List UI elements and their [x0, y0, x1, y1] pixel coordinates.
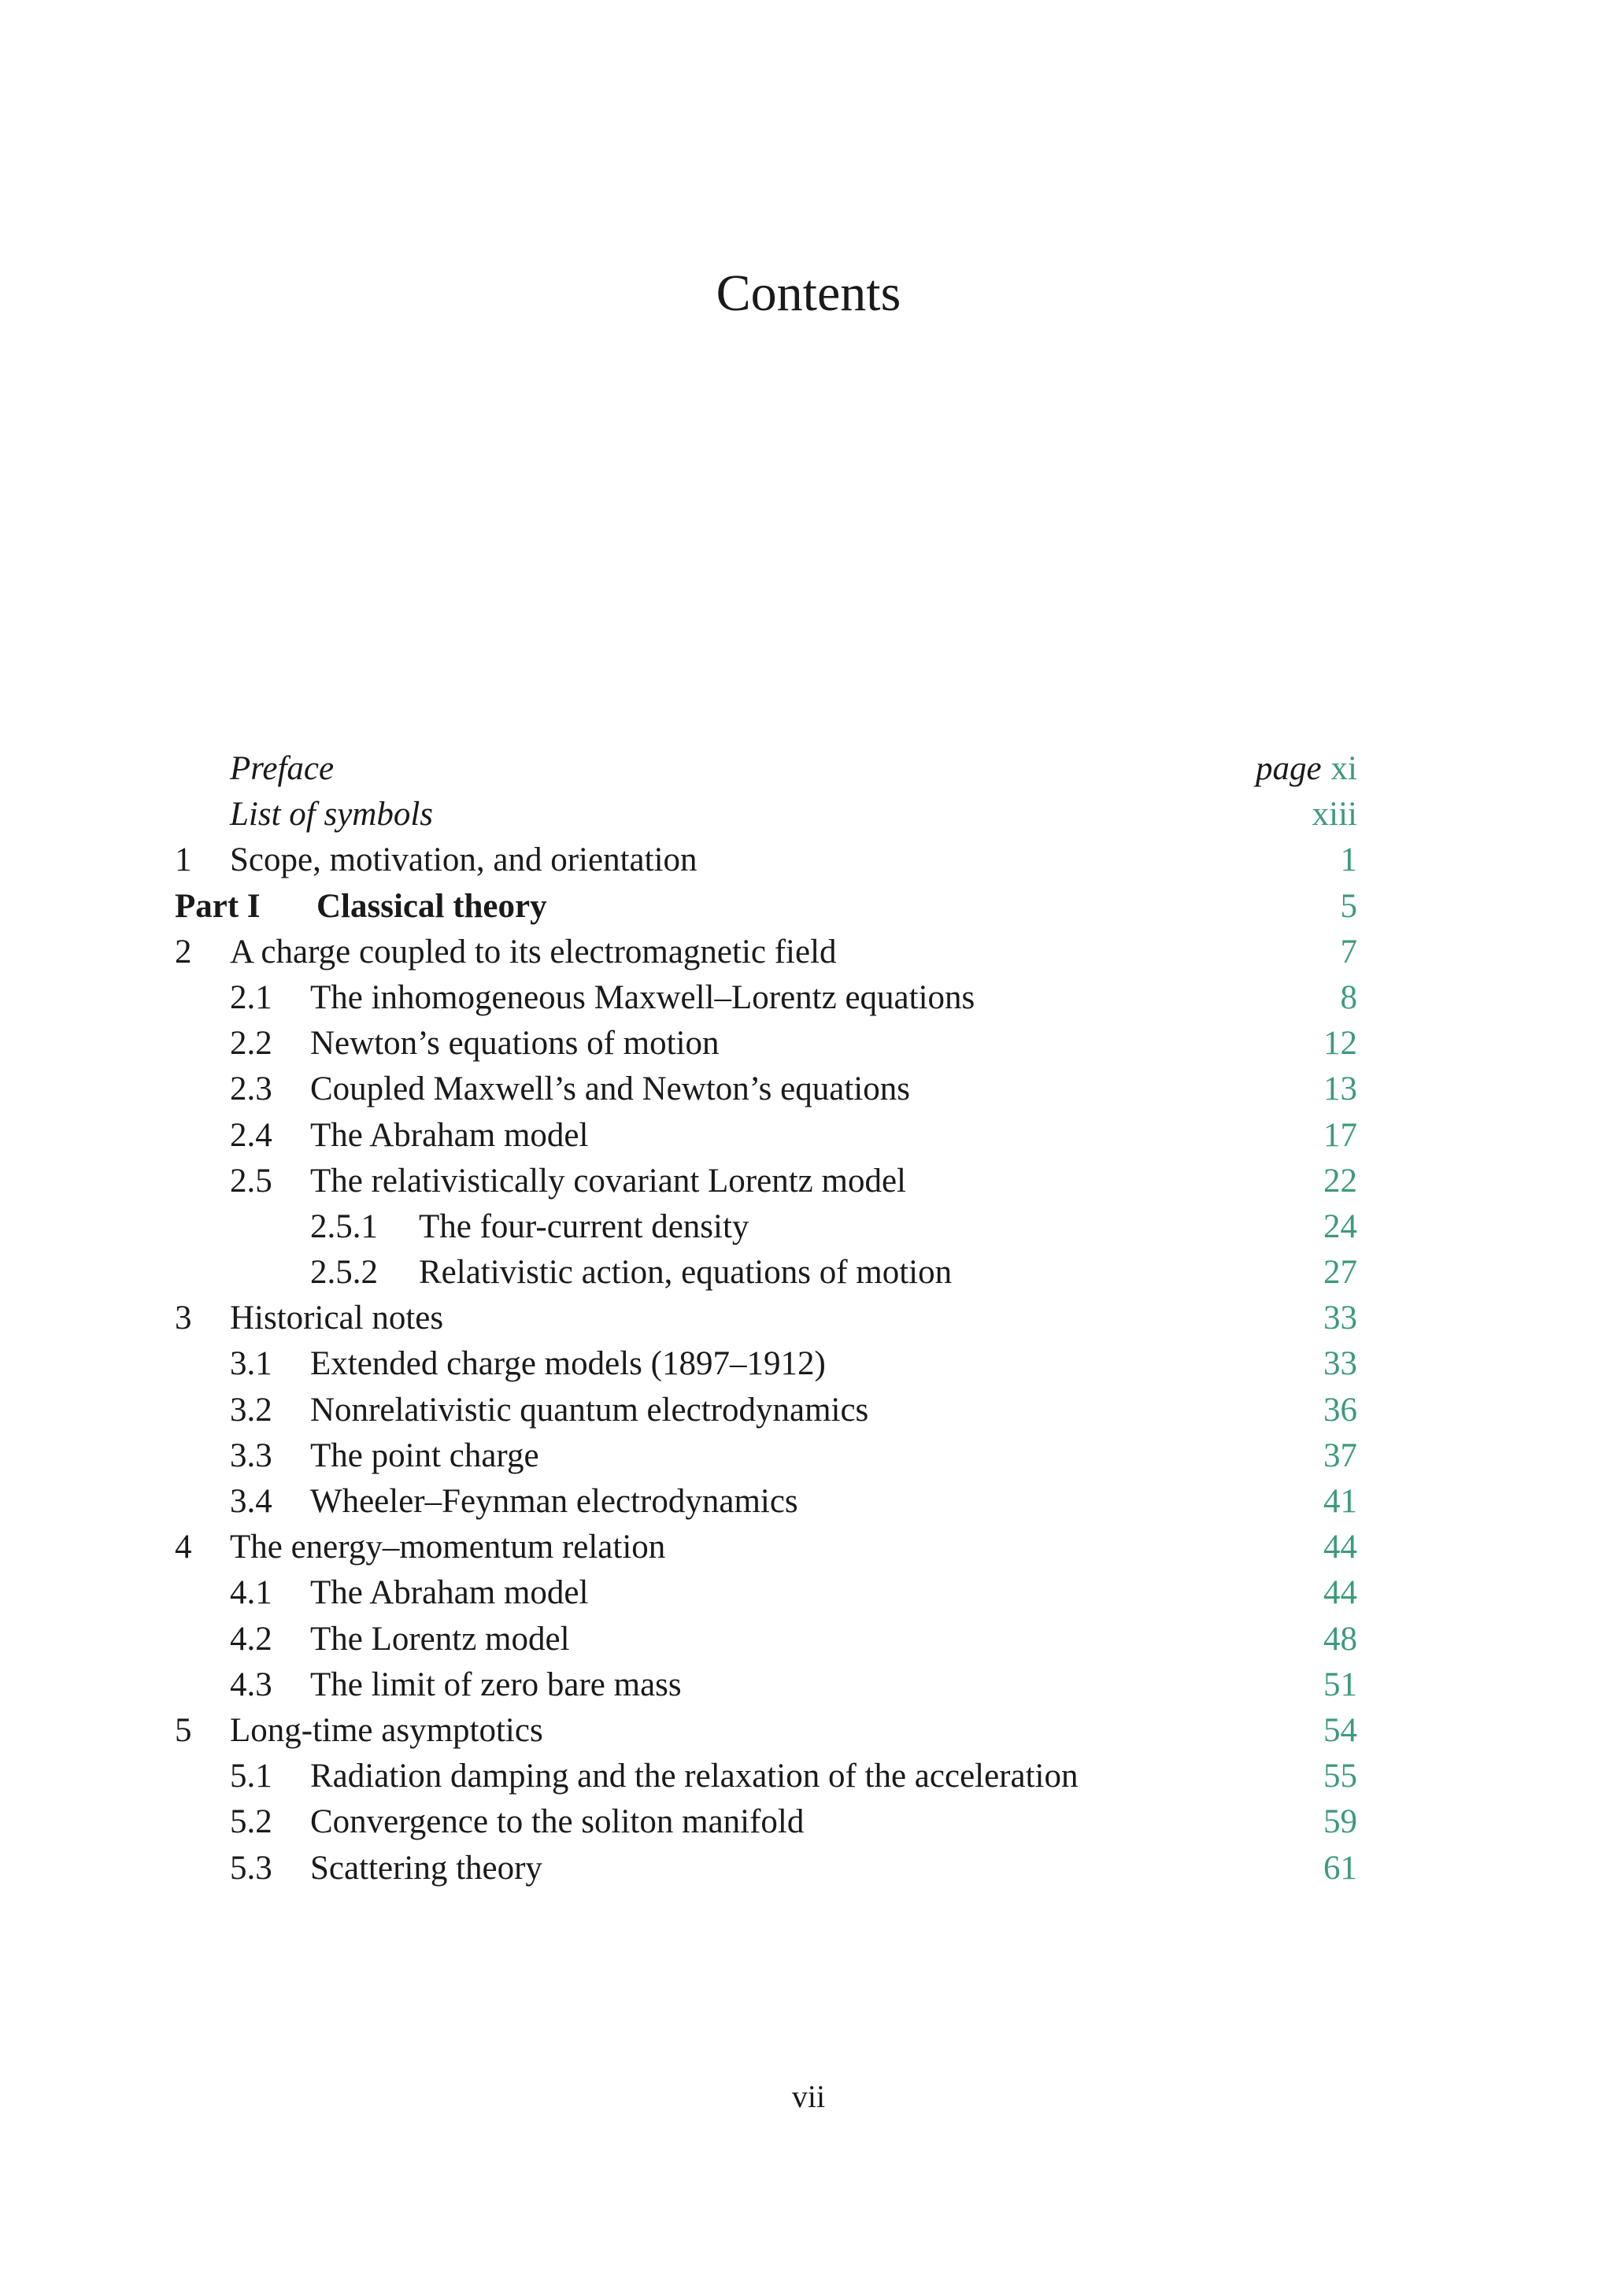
toc-entry-title: Classical theory [316, 887, 547, 925]
toc-entry-page: 44 [1323, 1574, 1357, 1612]
toc-entry-title: Radiation damping and the relaxation of the acceleration [310, 1758, 1079, 1795]
toc-entry[interactable] [175, 1570, 1357, 1616]
toc-entry-page-link[interactable] [1323, 1754, 1357, 1799]
toc-entry-page-link[interactable] [1341, 884, 1358, 930]
toc-entry[interactable] [175, 1250, 1357, 1296]
toc-entry[interactable] [175, 1021, 1357, 1067]
toc-entry-number: 3.2 [230, 1391, 272, 1429]
toc-entry[interactable] [175, 1708, 1357, 1754]
toc-entry[interactable] [175, 792, 1357, 837]
toc-entry-number: 2.5.1 [310, 1207, 378, 1245]
toc-entry[interactable] [175, 1433, 1357, 1479]
toc-entry-title: The point charge [310, 1436, 539, 1474]
toc-entry-page-link[interactable] [1323, 1067, 1357, 1112]
toc-entry-page-link[interactable] [1323, 1479, 1357, 1525]
toc-entry-page: 22 [1323, 1162, 1357, 1200]
toc-entry-title: Convergence to the soliton manifold [310, 1803, 805, 1841]
toc-entry-number: 5.1 [230, 1758, 272, 1795]
toc-entry-title: The four-current density [419, 1207, 749, 1245]
toc-entry-number: 3.3 [230, 1436, 272, 1474]
toc-entry[interactable] [175, 884, 1357, 930]
toc-entry-page: 24 [1323, 1207, 1357, 1245]
toc-entry[interactable] [175, 1617, 1357, 1662]
toc-entry[interactable] [175, 1204, 1357, 1250]
toc-entry[interactable] [175, 1799, 1357, 1845]
toc-entry-page: 33 [1323, 1345, 1357, 1383]
toc-entry-page-link[interactable] [1341, 837, 1358, 883]
toc-entry-number: 3.4 [230, 1483, 272, 1520]
page-title: Contents [716, 264, 901, 322]
toc-entry-title: Long-time asymptotics [230, 1711, 543, 1749]
toc-entry-page: 7 [1340, 933, 1357, 971]
toc-entry[interactable] [175, 1388, 1357, 1433]
toc-entry-page-link[interactable] [1323, 1617, 1357, 1662]
toc-entry-title: The energy–momentum relation [230, 1529, 666, 1566]
toc-entry-page: xiii [1312, 796, 1357, 834]
toc-entry-title: Scope, motivation, and orientation [230, 841, 697, 879]
toc-entry-page: 36 [1323, 1391, 1357, 1429]
toc-entry-number: 1 [175, 841, 192, 879]
toc-entry-page-link[interactable] [1323, 1388, 1357, 1433]
toc-entry-title: Newton’s equations of motion [310, 1025, 720, 1063]
toc-entry-page: 27 [1323, 1254, 1357, 1292]
toc-entry-title: Scattering theory [310, 1849, 542, 1887]
toc-entry-page: 44 [1323, 1529, 1357, 1566]
toc-entry-title: Extended charge models (1897–1912) [310, 1345, 826, 1383]
toc-entry-number: 4 [175, 1529, 192, 1566]
toc-entry-page-link[interactable] [1323, 1846, 1357, 1891]
toc-entry-title: Coupled Maxwell’s and Newton’s equations [310, 1070, 910, 1108]
toc-entry[interactable] [175, 930, 1357, 975]
toc-entry-page: 59 [1323, 1803, 1357, 1841]
toc-entry-page: xi [1330, 750, 1357, 787]
toc-entry[interactable] [175, 1341, 1357, 1387]
toc-entry-page: 12 [1323, 1025, 1357, 1063]
toc-entry-number: 2.5 [230, 1162, 272, 1200]
toc-entry-title: Preface [230, 750, 335, 787]
toc-entry-number: 3.1 [230, 1345, 272, 1383]
toc-entry-page-link[interactable] [1341, 975, 1358, 1021]
toc-entry-title: List of symbols [230, 796, 434, 834]
toc-entry-number: 2.4 [230, 1116, 272, 1154]
toc-entry[interactable] [175, 1525, 1357, 1570]
toc-entry-number: 2 [175, 933, 192, 971]
toc-entry[interactable] [175, 1067, 1357, 1112]
toc-entry-page-link[interactable] [1323, 1296, 1357, 1341]
page-number: vii [791, 2079, 826, 2114]
toc-entry-page-link[interactable] [1323, 1341, 1357, 1387]
toc-entry-page-link[interactable] [1323, 1525, 1357, 1570]
toc-entry-number: 2.1 [230, 978, 272, 1016]
toc-entry[interactable] [175, 1479, 1357, 1525]
toc-entry-page-link[interactable] [1323, 1250, 1357, 1296]
toc-entry-number: 5.2 [230, 1803, 272, 1841]
toc-entry-title: Nonrelativistic quantum electrodynamics [310, 1391, 869, 1429]
toc-entry-page: 41 [1323, 1483, 1357, 1520]
toc-entry-title: Relativistic action, equations of motion [419, 1254, 953, 1292]
toc-entry[interactable] [175, 975, 1357, 1021]
toc-entry-page-link[interactable] [1323, 1570, 1357, 1616]
page-prefix-label: page [1255, 750, 1322, 787]
toc-entry-number: 3 [175, 1300, 192, 1337]
toc-entry-title: The Abraham model [310, 1116, 589, 1154]
toc-entry-page: 51 [1323, 1666, 1357, 1703]
toc-entry-number: 4.2 [230, 1620, 272, 1658]
toc-entry-page: 54 [1323, 1711, 1357, 1749]
toc-entry-number: 5 [175, 1711, 192, 1749]
toc-entry-page-link[interactable] [1256, 746, 1357, 792]
toc-entry-title: A charge coupled to its electromagnetic field [230, 933, 837, 971]
toc-entry-page-link[interactable] [1341, 930, 1358, 975]
toc-entry-page: 48 [1323, 1620, 1357, 1658]
toc-entry-page-link[interactable] [1323, 1204, 1357, 1250]
toc-entry-page: 55 [1323, 1758, 1357, 1795]
toc-entry[interactable] [175, 1296, 1357, 1341]
toc-entry-page-link[interactable] [1312, 792, 1357, 837]
toc-entry-number: 2.2 [230, 1025, 272, 1063]
toc-entry-title: Wheeler–Feynman electrodynamics [310, 1483, 798, 1520]
toc-entry-page-link[interactable] [1323, 1708, 1357, 1754]
toc-entry-page: 61 [1323, 1849, 1357, 1887]
toc-entry-page: 17 [1323, 1116, 1357, 1154]
toc-entry-page-link[interactable] [1323, 1662, 1357, 1708]
toc-entry[interactable] [175, 1159, 1357, 1204]
toc-entry-title: The Lorentz model [310, 1620, 570, 1658]
toc-entry-title: The relativistically covariant Lorentz model [310, 1162, 906, 1200]
toc-entry-title: The inhomogeneous Maxwell–Lorentz equations [310, 978, 975, 1016]
toc-entry-number: 4.1 [230, 1574, 272, 1612]
toc-entry[interactable] [175, 1846, 1357, 1891]
toc-entry[interactable] [175, 1754, 1357, 1799]
toc-entry-page: 1 [1340, 841, 1357, 879]
toc-entry-number: 2.3 [230, 1070, 272, 1108]
table-of-contents [175, 746, 1357, 1891]
toc-entry-page-link[interactable] [1323, 1159, 1357, 1204]
toc-entry[interactable] [175, 1662, 1357, 1708]
toc-entry-page-link[interactable] [1323, 1433, 1357, 1479]
toc-entry-page: 33 [1323, 1300, 1357, 1337]
toc-entry-page-link[interactable] [1323, 1113, 1357, 1159]
toc-entry-page-link[interactable] [1323, 1021, 1357, 1067]
toc-entry-page: 8 [1340, 978, 1357, 1016]
toc-entry-title: The limit of zero bare mass [310, 1666, 682, 1703]
toc-entry-number: Part I [175, 887, 261, 925]
toc-entry-page: 37 [1323, 1436, 1357, 1474]
toc-entry-number: 4.3 [230, 1666, 272, 1703]
toc-entry-page-link[interactable] [1323, 1799, 1357, 1845]
toc-entry-number: 5.3 [230, 1849, 272, 1887]
toc-entry[interactable] [175, 1113, 1357, 1159]
toc-entry-page: 5 [1340, 887, 1357, 925]
toc-entry-title: Historical notes [230, 1300, 444, 1337]
toc-entry[interactable] [175, 746, 1357, 792]
toc-entry-page: 13 [1323, 1070, 1357, 1108]
toc-entry[interactable] [175, 837, 1357, 883]
toc-entry-title: The Abraham model [310, 1574, 589, 1612]
toc-entry-number: 2.5.2 [310, 1254, 378, 1292]
